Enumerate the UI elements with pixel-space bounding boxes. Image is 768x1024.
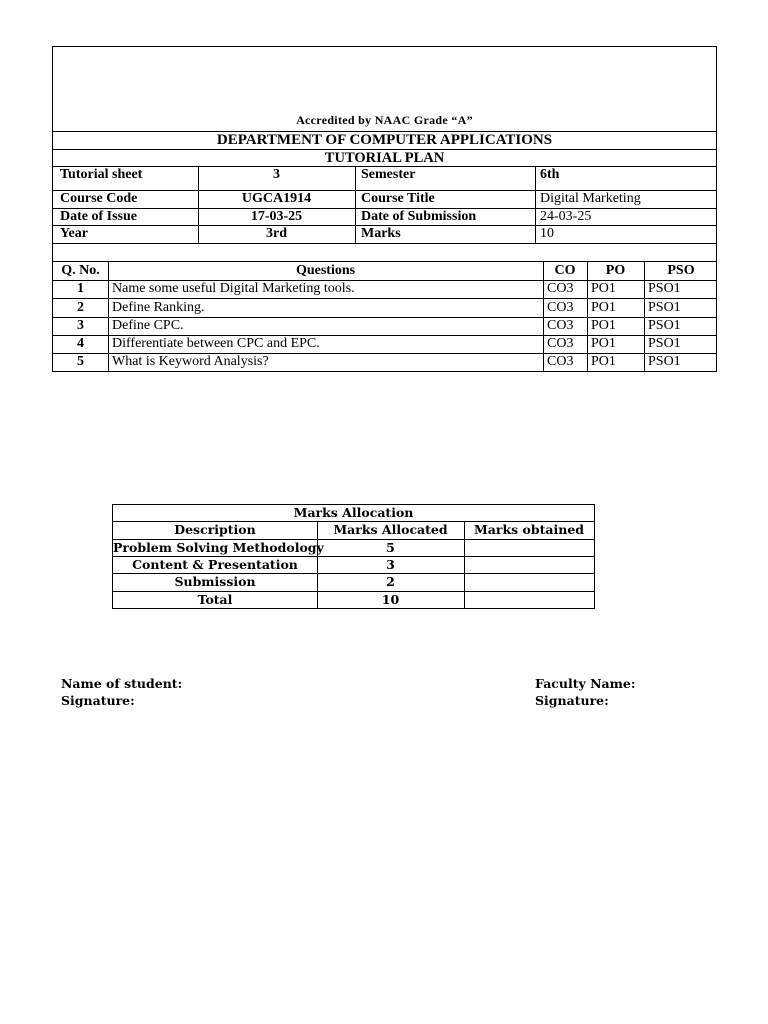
co-header: CO [554, 263, 576, 278]
marks-row-description: Problem Solving Methodology [113, 540, 324, 555]
question-po: PO1 [591, 354, 616, 369]
course-code-value: UGCA1914 [241, 191, 312, 206]
question-number: 2 [77, 300, 84, 315]
faculty-name-label: Faculty Name: [535, 676, 636, 691]
marks-row-allocated: 2 [386, 574, 395, 589]
question-co: CO3 [547, 300, 574, 315]
course-code-label: Course Code [60, 191, 138, 206]
tutorial-sheet-label: Tutorial sheet [60, 167, 143, 182]
date-submission-value: 24-03-25 [540, 209, 592, 224]
date-submission-label: Date of Submission [361, 209, 477, 224]
tutorial-plan-table [52, 46, 717, 372]
year-value: 3rd [266, 226, 287, 241]
date-issue-value: 17-03-25 [250, 209, 303, 224]
marks-allocation-title: Marks Allocation [293, 505, 414, 520]
question-text: Differentiate between CPC and EPC. [112, 336, 320, 351]
question-co: CO3 [547, 281, 574, 296]
marks-row-description: Submission [174, 574, 256, 589]
question-text: What is Keyword Analysis? [112, 354, 269, 369]
accreditation-text: Accredited by NAAC Grade “A” [296, 113, 473, 127]
marks-row-allocated: 5 [386, 540, 395, 555]
pso-header: PSO [667, 263, 695, 278]
course-title-label: Course Title [361, 191, 435, 206]
department-title: DEPARTMENT OF COMPUTER APPLICATIONS [216, 132, 553, 148]
question-text: Name some useful Digital Marketing tools. [112, 281, 355, 296]
marks-row-allocated: 3 [386, 557, 395, 572]
marks-allocated-header: Marks Allocated [333, 522, 448, 537]
course-title-value: Digital Marketing [540, 191, 641, 206]
marks-allocation-table [112, 504, 595, 609]
question-pso: PSO1 [648, 300, 681, 315]
question-text: Define CPC. [112, 318, 184, 333]
tutorial-sheet-value: 3 [273, 167, 280, 182]
marks-obtained-header: Marks obtained [473, 522, 585, 537]
question-pso: PSO1 [648, 354, 681, 369]
qno-header: Q. No. [61, 263, 100, 278]
question-number: 1 [77, 281, 84, 296]
student-name-label: Name of student: [61, 676, 183, 691]
marks-total-description: Total [197, 592, 233, 607]
description-header: Description [174, 522, 256, 537]
marks-label: Marks [361, 226, 401, 241]
question-number: 5 [77, 354, 84, 369]
marks-row-description: Content & Presentation [132, 557, 298, 572]
question-text: Define Ranking. [112, 300, 205, 315]
marks-value: 10 [540, 226, 554, 241]
semester-label: Semester [361, 167, 416, 182]
student-signature-label: Signature: [61, 693, 135, 708]
po-header: PO [605, 263, 626, 278]
question-pso: PSO1 [648, 318, 681, 333]
question-co: CO3 [547, 318, 574, 333]
question-po: PO1 [591, 281, 616, 296]
question-po: PO1 [591, 318, 616, 333]
plan-title: TUTORIAL PLAN [324, 150, 445, 166]
question-po: PO1 [591, 336, 616, 351]
question-co: CO3 [547, 354, 574, 369]
marks-total-allocated: 10 [381, 592, 400, 607]
question-number: 3 [77, 318, 84, 333]
questions-header: Questions [295, 263, 356, 278]
semester-value: 6th [540, 167, 560, 182]
faculty-signature-label: Signature: [535, 693, 609, 708]
question-co: CO3 [547, 336, 574, 351]
date-issue-label: Date of Issue [60, 209, 137, 224]
question-pso: PSO1 [648, 281, 681, 296]
year-label: Year [60, 226, 88, 241]
question-number: 4 [77, 336, 84, 351]
question-po: PO1 [591, 300, 616, 315]
question-pso: PSO1 [648, 336, 681, 351]
